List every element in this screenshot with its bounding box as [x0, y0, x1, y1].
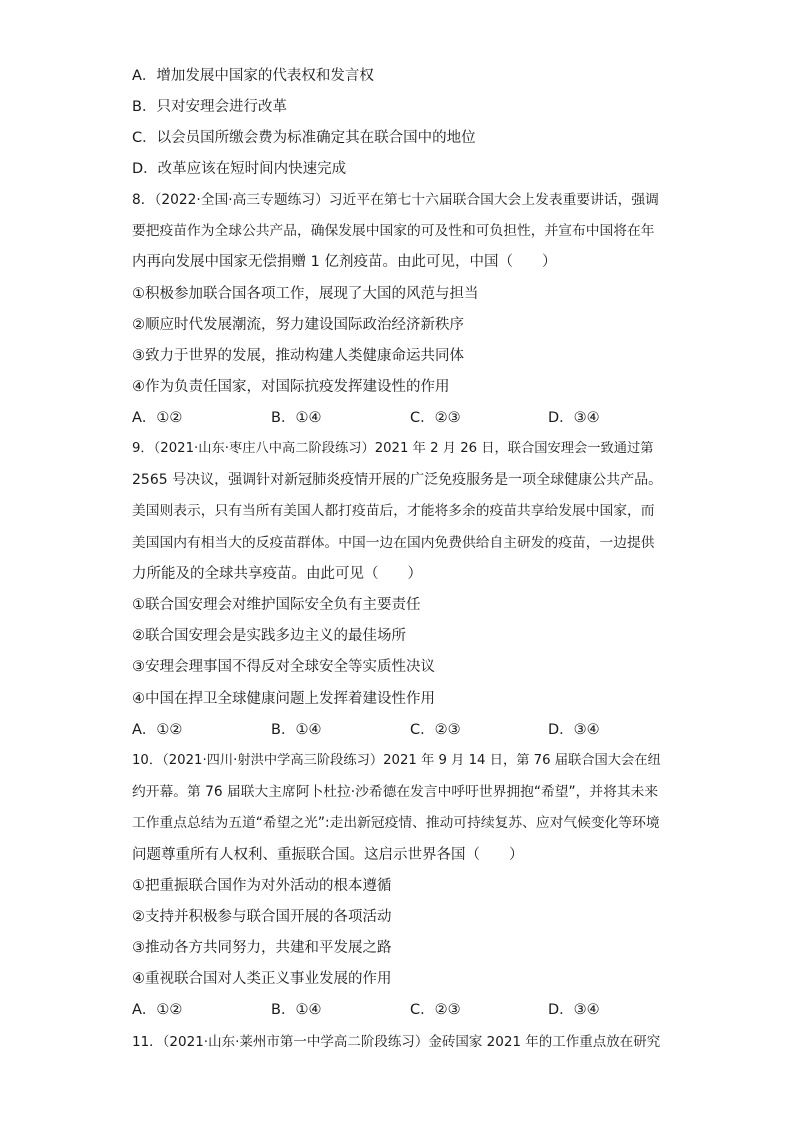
q8-statement: ④作为负责任国家，对国际抗疫发挥建设性的作用 [132, 379, 450, 395]
q9-option-d: D．③④ [548, 722, 600, 738]
q10-statement: ①把重振联合国作为对外活动的根本遵循 [132, 878, 392, 894]
q11-stem-line: 11．（2021·山东·莱州市第一中学高二阶段练习）金砖国家 2021 年的工作重点放在研究 [132, 1034, 661, 1050]
q9-options [132, 720, 662, 740]
q10-option-d: D．③④ [548, 1002, 600, 1018]
q10-options [132, 1000, 662, 1020]
q9-stem-line: 美国国内有相当大的反疫苗群体。中国一边在国内免费供给自主研发的疫苗，一边提供 [132, 535, 655, 551]
q8-statement: ②顺应时代发展潮流，努力建设国际政治经济新秩序 [132, 317, 464, 333]
q8-statement: ③致力于世界的发展，推动构建人类健康命运共同体 [132, 348, 464, 364]
q9-option-a: A．①② [132, 722, 183, 738]
q8-stem-line: 内再向发展中国家无偿捐赠 1 亿剂疫苗。由此可见，中国（ ） [132, 254, 557, 270]
q8-options [132, 408, 662, 428]
q9-stem-line: 9．（2021·山东·枣庄八中高二阶段练习）2021 年 2 月 26 日，联合国安理会一致通过第 [132, 441, 654, 456]
q10-stem-line: 问题尊重所有人权利、重振联合国。这启示世界各国（ ） [132, 847, 524, 863]
q7-option-d: D．改革应该在短时间内快速完成 [132, 161, 347, 177]
q10-stem-line: 约开幕。第 76 届联大主席阿卜杜拉·沙希德在发言中呼吁世界拥抱“希望”，并将其未来 [132, 784, 659, 800]
q10-option-b: B．①④ [271, 1002, 322, 1018]
q9-stem-line: 力所能及的全球共享疫苗。由此可见（ ） [132, 566, 422, 582]
q8-stem-line: 8．（2022·全国·高三专题练习）习近平在第七十六届联合国大会上发表重要讲话，强调 [132, 192, 659, 208]
q8-option-a: A．①② [132, 410, 183, 426]
q9-statement: ③安理会理事国不得反对全球安全等实质性决议 [132, 659, 435, 675]
q9-stem-line: 美国则表示，只有当所有美国人都打疫苗后，才能将多余的疫苗共享给发展中国家，而 [132, 503, 655, 519]
q7-option-c: C．以会员国所缴会费为标准确定其在联合国中的地位 [132, 130, 476, 146]
q8-stem-line: 要把疫苗作为全球公共产品，确保发展中国家的可及性和可负担性，并宣布中国将在年 [132, 223, 655, 239]
q9-option-b: B．①④ [271, 722, 322, 738]
q10-stem-line: 10．（2021·四川·射洪中学高三阶段练习）2021 年 9 月 14 日，第 76 届联合国大会在纽 [132, 753, 661, 768]
q9-statement: ②联合国安理会是实践多边主义的最佳场所 [132, 628, 406, 644]
q10-statement: ③推动各方共同努力，共建和平发展之路 [132, 940, 392, 956]
q7-option-b: B．只对安理会进行改革 [132, 99, 287, 115]
q8-option-d: D．③④ [548, 410, 600, 426]
q8-statement: ①积极参加联合国各项工作，展现了大国的风范与担当 [132, 286, 479, 302]
q9-statement: ④中国在捍卫全球健康问题上发挥着建设性作用 [132, 691, 435, 707]
q8-option-b: B．①④ [271, 410, 322, 426]
q10-option-c: C．②③ [410, 1002, 461, 1018]
q9-option-c: C．②③ [410, 722, 461, 738]
q9-statement: ①联合国安理会对维护国际安全负有主要责任 [132, 597, 421, 613]
q10-stem-line: 工作重点总结为五道“希望之光”:走出新冠疫情、推动可持续复苏、应对气候变化等环境 [132, 815, 660, 831]
q10-statement: ②支持并积极参与联合国开展的各项活动 [132, 909, 392, 925]
q9-stem-line: 2565 号决议，强调针对新冠肺炎疫情开展的广泛免疫服务是一项全球健康公共产品。 [132, 472, 663, 488]
q10-option-a: A．①② [132, 1002, 183, 1018]
q10-statement: ④重视联合国对人类正义事业发展的作用 [132, 971, 392, 987]
q8-option-c: C．②③ [410, 410, 461, 426]
q7-option-a: A．增加发展中国家的代表权和发言权 [132, 68, 374, 84]
